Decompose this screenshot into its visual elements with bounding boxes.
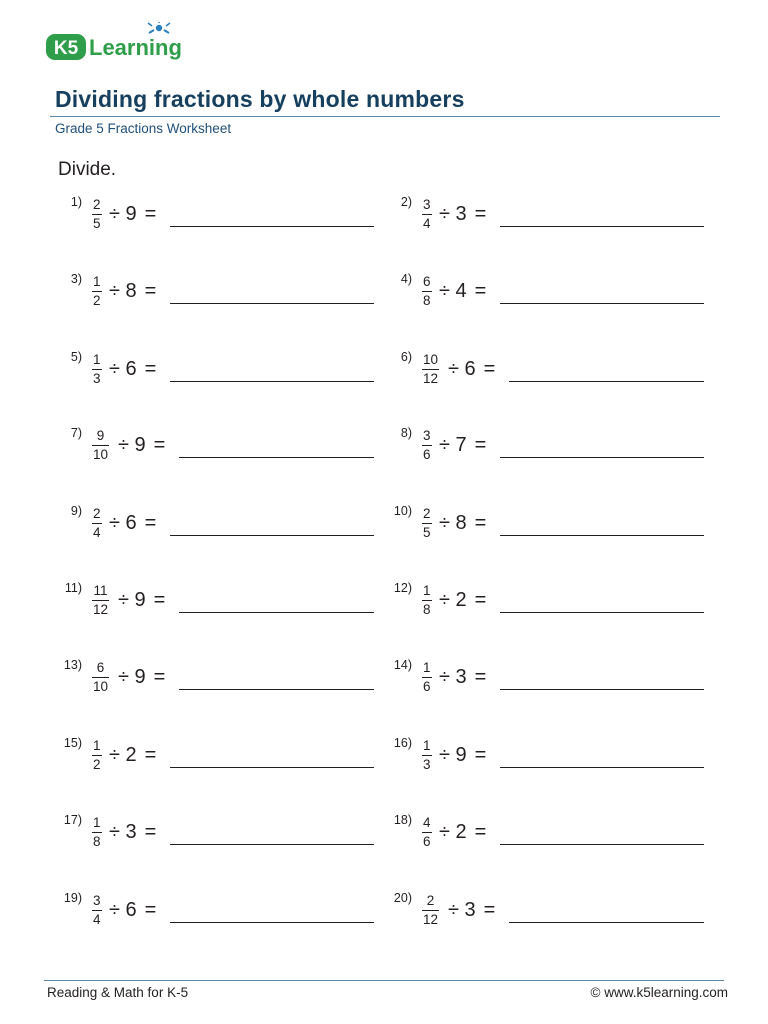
problem-number: 15) xyxy=(63,736,82,750)
fraction-denominator: 4 xyxy=(93,912,101,927)
problem-number: 5) xyxy=(70,350,82,364)
divide-sign: ÷ xyxy=(118,589,129,611)
fraction xyxy=(92,660,109,694)
answer-line[interactable] xyxy=(500,767,704,768)
fraction xyxy=(92,352,102,386)
answer-line[interactable] xyxy=(170,303,374,304)
problem-item xyxy=(56,813,376,853)
fraction-numerator: 3 xyxy=(423,197,431,212)
fraction-bar xyxy=(422,523,432,524)
problem-item xyxy=(56,426,376,466)
divisor: 2 xyxy=(455,821,467,843)
fraction xyxy=(92,738,102,772)
answer-line[interactable] xyxy=(500,457,704,458)
answer-line[interactable] xyxy=(500,535,704,536)
problem-item xyxy=(386,658,706,698)
divisor: 3 xyxy=(125,821,137,843)
fraction xyxy=(422,660,432,694)
fraction-bar xyxy=(422,677,432,678)
problem-item xyxy=(386,350,706,390)
fraction-bar xyxy=(422,291,432,292)
instruction-text: Divide. xyxy=(58,159,117,180)
division-expression xyxy=(439,203,486,226)
problem-number: 10) xyxy=(393,504,412,518)
divide-sign: ÷ xyxy=(109,821,120,843)
divide-sign: ÷ xyxy=(109,744,120,766)
divisor: 2 xyxy=(125,744,137,766)
fraction-numerator: 1 xyxy=(423,738,431,753)
problem-item xyxy=(386,736,706,776)
fraction-denominator: 8 xyxy=(93,834,101,849)
divide-sign: ÷ xyxy=(448,358,459,380)
divisor: 7 xyxy=(455,434,467,456)
problem-item xyxy=(386,813,706,853)
fraction xyxy=(92,428,109,462)
answer-line[interactable] xyxy=(500,226,704,227)
division-expression xyxy=(439,666,486,689)
problem-number: 3) xyxy=(70,272,82,286)
fraction-bar xyxy=(92,523,102,524)
fraction-bar xyxy=(92,291,102,292)
divisor: 8 xyxy=(125,280,137,302)
problem-number: 16) xyxy=(393,736,412,750)
fraction-denominator: 4 xyxy=(423,216,431,231)
divisor: 6 xyxy=(464,358,476,380)
fraction-denominator: 8 xyxy=(423,602,431,617)
fraction-bar xyxy=(92,600,109,601)
fraction-bar xyxy=(92,214,102,215)
equals-sign: = xyxy=(474,589,487,611)
divide-sign: ÷ xyxy=(439,512,450,534)
equals-sign: = xyxy=(474,821,487,843)
fraction-denominator: 6 xyxy=(423,447,431,462)
divide-sign: ÷ xyxy=(109,358,120,380)
problem-number: 13) xyxy=(63,658,82,672)
fraction-numerator: 2 xyxy=(426,893,435,908)
problem-number: 11) xyxy=(64,581,82,595)
fraction-denominator: 10 xyxy=(93,447,109,462)
problem-number: 4) xyxy=(400,272,412,286)
page-subtitle: Grade 5 Fractions Worksheet xyxy=(55,121,232,136)
problem-item xyxy=(56,350,376,390)
answer-line[interactable] xyxy=(500,303,704,304)
answer-line[interactable] xyxy=(179,457,374,458)
division-expression xyxy=(439,589,486,612)
fraction-bar xyxy=(422,832,432,833)
divide-sign: ÷ xyxy=(448,899,459,921)
problem-item xyxy=(56,736,376,776)
equals-sign: = xyxy=(153,589,166,611)
equals-sign: = xyxy=(144,512,157,534)
equals-sign: = xyxy=(144,744,157,766)
division-expression xyxy=(109,203,156,226)
answer-line[interactable] xyxy=(500,844,704,845)
fraction xyxy=(422,893,439,927)
fraction-bar xyxy=(92,445,109,446)
equals-sign: = xyxy=(153,666,166,688)
fraction-numerator: 6 xyxy=(96,660,105,675)
fraction-bar xyxy=(422,369,439,370)
equals-sign: = xyxy=(144,899,157,921)
svg-text:Learning: Learning xyxy=(89,35,182,60)
fraction-denominator: 2 xyxy=(93,757,101,772)
answer-line[interactable] xyxy=(170,922,374,923)
problem-item xyxy=(56,195,376,235)
division-expression xyxy=(109,512,156,535)
fraction xyxy=(92,893,102,927)
equals-sign: = xyxy=(474,512,487,534)
divide-sign: ÷ xyxy=(109,280,120,302)
divisor: 3 xyxy=(455,666,467,688)
problem-item xyxy=(56,891,376,931)
fraction xyxy=(92,197,102,231)
fraction-numerator: 2 xyxy=(93,197,101,212)
footer-divider xyxy=(44,980,724,981)
division-expression xyxy=(448,899,495,922)
divisor: 9 xyxy=(455,744,467,766)
fraction-numerator: 3 xyxy=(93,893,101,908)
footer-website: © www.k5learning.com xyxy=(590,985,728,1000)
answer-line[interactable] xyxy=(170,226,374,227)
division-expression xyxy=(439,821,486,844)
svg-text:K5: K5 xyxy=(53,38,79,59)
division-expression xyxy=(109,358,156,381)
fraction xyxy=(422,815,432,849)
title-divider xyxy=(50,116,720,117)
fraction xyxy=(422,583,432,617)
fraction-bar xyxy=(92,910,102,911)
divide-sign: ÷ xyxy=(109,899,120,921)
divide-sign: ÷ xyxy=(439,280,450,302)
problem-number: 12) xyxy=(393,581,412,595)
fraction-numerator: 9 xyxy=(96,428,105,443)
divisor: 9 xyxy=(134,589,146,611)
problem-number: 14) xyxy=(393,658,412,672)
problem-number: 17) xyxy=(63,813,82,827)
fraction-numerator: 3 xyxy=(423,428,431,443)
answer-line[interactable] xyxy=(500,689,704,690)
divisor: 9 xyxy=(125,203,137,225)
fraction-denominator: 3 xyxy=(423,757,431,772)
fraction xyxy=(422,738,432,772)
fraction-numerator: 1 xyxy=(93,274,101,289)
fraction xyxy=(422,197,432,231)
fraction-numerator: 4 xyxy=(423,815,431,830)
fraction-numerator: 2 xyxy=(423,506,431,521)
divide-sign: ÷ xyxy=(439,434,450,456)
problem-number: 2) xyxy=(400,195,412,209)
divisor: 6 xyxy=(125,899,137,921)
problem-item xyxy=(386,426,706,466)
division-expression xyxy=(109,821,156,844)
problem-number: 6) xyxy=(400,350,412,364)
equals-sign: = xyxy=(474,203,487,225)
problem-number: 18) xyxy=(393,813,412,827)
fraction-numerator: 1 xyxy=(423,660,431,675)
fraction-numerator: 1 xyxy=(93,815,101,830)
fraction xyxy=(92,815,102,849)
fraction-numerator: 11 xyxy=(93,583,108,598)
answer-line[interactable] xyxy=(179,689,374,690)
division-expression xyxy=(109,899,156,922)
equals-sign: = xyxy=(474,280,487,302)
problem-number: 7) xyxy=(70,426,82,440)
fraction-numerator: 1 xyxy=(93,352,101,367)
division-expression xyxy=(439,512,486,535)
equals-sign: = xyxy=(483,358,496,380)
fraction xyxy=(92,583,109,617)
equals-sign: = xyxy=(144,280,157,302)
fraction-denominator: 5 xyxy=(93,216,101,231)
fraction-denominator: 12 xyxy=(423,912,439,927)
footer-tagline: Reading & Math for K-5 xyxy=(47,985,189,1000)
division-expression xyxy=(109,744,156,767)
fraction-numerator: 6 xyxy=(423,274,431,289)
fraction-bar xyxy=(92,832,102,833)
equals-sign: = xyxy=(144,358,157,380)
division-expression xyxy=(439,744,486,767)
fraction-numerator: 1 xyxy=(423,583,431,598)
fraction-bar xyxy=(92,369,102,370)
equals-sign: = xyxy=(483,899,496,921)
divide-sign: ÷ xyxy=(439,203,450,225)
equals-sign: = xyxy=(144,203,157,225)
answer-line[interactable] xyxy=(170,535,374,536)
answer-line[interactable] xyxy=(170,381,374,382)
divide-sign: ÷ xyxy=(439,666,450,688)
fraction-bar xyxy=(422,755,432,756)
fraction-bar xyxy=(92,755,102,756)
divide-sign: ÷ xyxy=(118,434,129,456)
problem-number: 20) xyxy=(393,891,412,905)
problem-item xyxy=(56,272,376,312)
answer-line[interactable] xyxy=(179,612,374,613)
problem-number: 1) xyxy=(70,195,82,209)
division-expression xyxy=(448,358,495,381)
problem-item xyxy=(386,891,706,931)
fraction-numerator: 1 xyxy=(93,738,101,753)
fraction-numerator: 2 xyxy=(93,506,101,521)
problem-item xyxy=(56,658,376,698)
answer-line[interactable] xyxy=(170,767,374,768)
divisor: 4 xyxy=(455,280,467,302)
equals-sign: = xyxy=(474,434,487,456)
fraction-numerator: 10 xyxy=(423,352,439,367)
fraction-denominator: 10 xyxy=(93,679,109,694)
answer-line[interactable] xyxy=(500,612,704,613)
problem-item xyxy=(386,504,706,544)
problem-number: 9) xyxy=(70,504,82,518)
answer-line[interactable] xyxy=(170,844,374,845)
division-expression xyxy=(118,434,165,457)
divide-sign: ÷ xyxy=(439,744,450,766)
fraction-denominator: 3 xyxy=(93,371,101,386)
equals-sign: = xyxy=(153,434,166,456)
equals-sign: = xyxy=(144,821,157,843)
fraction-bar xyxy=(422,600,432,601)
division-expression xyxy=(109,280,156,303)
problem-item xyxy=(386,272,706,312)
fraction xyxy=(92,506,102,540)
divisor: 8 xyxy=(455,512,467,534)
fraction-denominator: 8 xyxy=(423,293,431,308)
fraction xyxy=(422,352,439,386)
division-expression xyxy=(118,589,165,612)
fraction-bar xyxy=(422,445,432,446)
problem-item xyxy=(56,504,376,544)
division-expression xyxy=(118,666,165,689)
divide-sign: ÷ xyxy=(109,203,120,225)
problem-item xyxy=(386,581,706,621)
problem-number: 8) xyxy=(400,426,412,440)
answer-line[interactable] xyxy=(509,922,704,923)
problem-item xyxy=(386,195,706,235)
equals-sign: = xyxy=(474,744,487,766)
fraction-bar xyxy=(92,677,109,678)
fraction-denominator: 6 xyxy=(423,834,431,849)
fraction xyxy=(422,274,432,308)
problem-item xyxy=(56,581,376,621)
fraction-bar xyxy=(422,214,432,215)
divide-sign: ÷ xyxy=(118,666,129,688)
page-title: Dividing fractions by whole numbers xyxy=(55,86,465,112)
answer-line[interactable] xyxy=(509,381,704,382)
division-expression xyxy=(439,434,486,457)
problem-number: 19) xyxy=(63,891,82,905)
divisor: 3 xyxy=(464,899,476,921)
divisor: 6 xyxy=(125,358,137,380)
fraction xyxy=(92,274,102,308)
divide-sign: ÷ xyxy=(109,512,120,534)
fraction xyxy=(422,428,432,462)
equals-sign: = xyxy=(474,666,487,688)
fraction-denominator: 4 xyxy=(93,525,101,540)
fraction-denominator: 5 xyxy=(423,525,431,540)
fraction-denominator: 12 xyxy=(93,602,109,617)
divisor: 6 xyxy=(125,512,137,534)
divide-sign: ÷ xyxy=(439,821,450,843)
division-expression xyxy=(439,280,486,303)
fraction xyxy=(422,506,432,540)
divide-sign: ÷ xyxy=(439,589,450,611)
divisor: 9 xyxy=(134,666,146,688)
fraction-bar xyxy=(422,910,439,911)
divisor: 9 xyxy=(134,434,146,456)
divisor: 2 xyxy=(455,589,467,611)
divisor: 3 xyxy=(455,203,467,225)
logo-figure-head xyxy=(156,25,162,31)
k5-learning-logo xyxy=(44,22,204,68)
fraction-denominator: 12 xyxy=(423,371,439,386)
fraction-denominator: 6 xyxy=(423,679,431,694)
fraction-denominator: 2 xyxy=(93,293,101,308)
